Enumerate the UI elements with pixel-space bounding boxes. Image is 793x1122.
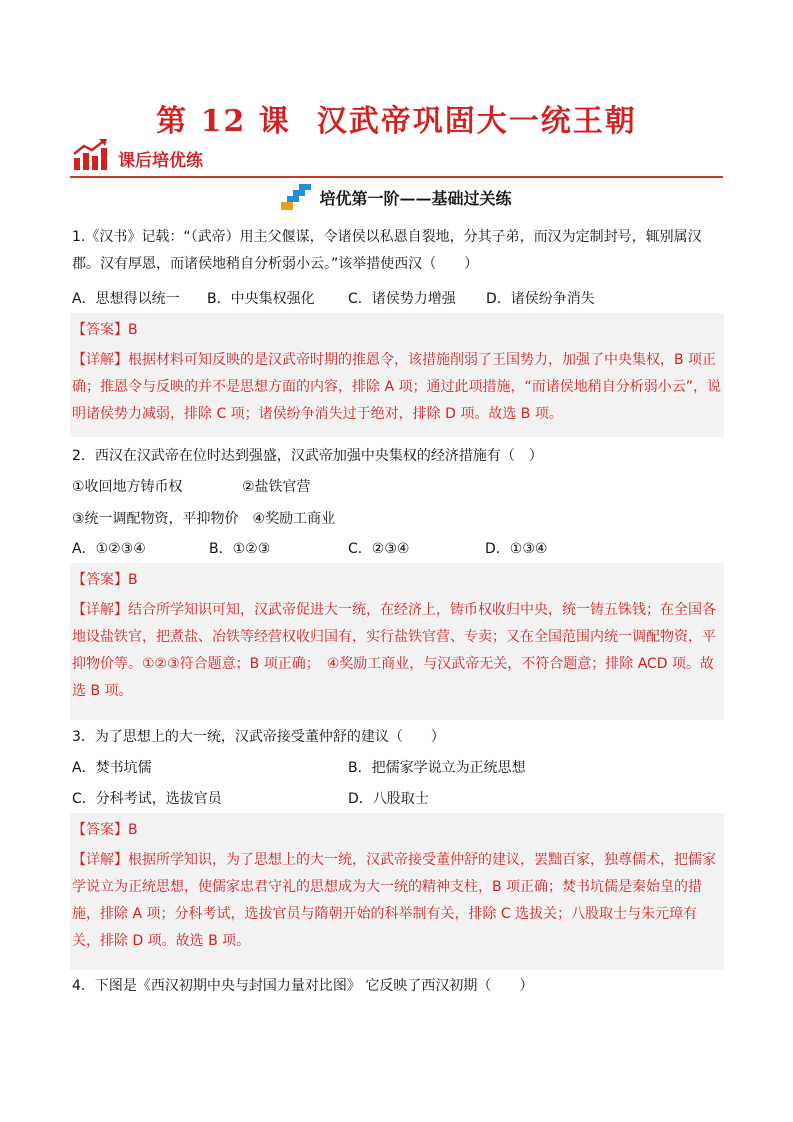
lesson-title [0, 96, 793, 140]
question-2-answer-box [70, 563, 724, 720]
question-3-stem: 3．为了思想上的大一统，汉武帝接受董仲舒的建议（ ） [72, 729, 445, 745]
question-3-options-1 [72, 757, 526, 777]
step-label: 培优第一阶——基础过关练 [319, 188, 512, 208]
question-2-stem: 2．西汉在汉武帝在位时达到强盛，汉武帝加强中央集权的经济措施有（ ） [72, 448, 543, 464]
option-a: A．焚书坑儒 [72, 760, 152, 776]
question-3-options-2 [72, 788, 429, 808]
answer-label: 【答案】B [72, 322, 138, 338]
option-b: B．中央集权强化 [207, 291, 315, 307]
option-a: A．思想得以统一 [72, 291, 180, 307]
answer-detail: 【详解】结合所学知识可知，汉武帝促进大一统，在经济上，铸币权收归中央，统一铸五铢钱；在全国各地设盐铁官，把煮盐、冶铁等经营权收归国有，实行盐铁官营、专卖；又在全国范围内统一调配物资，平抑物价等。①②③符合题意；B 项正确； ④奖励工商业，与汉武帝无关，不符合题意；排除 ACD 项。故选 B 项。 [72, 602, 716, 699]
answer-detail: 【详解】根据材料可知反映的是汉武帝时期的推恩令，该措施削弱了王国势力，加强了中央集权，B 项正确；推恩令与反映的并不是思想方面的内容，排除 A 项；通过此项措施，“而诸侯地稍自分析弱小云”，说明诸侯势力减弱，排除 C 项；诸侯纷争消失过于绝对，排除 D 项。故选 B 项。 [72, 352, 721, 422]
option-b: B．①②③ [209, 541, 271, 557]
section-label: 课后培优练 [118, 151, 203, 171]
question-2-options [72, 538, 547, 558]
step-header [0, 184, 793, 214]
question-4-stem: 4．下图是《西汉初期中央与封国力量对比图》 它反映了西汉初期（ ） [72, 978, 534, 994]
option-d: D．①③④ [485, 541, 548, 557]
item-1: ①收回地方铸币权 [72, 479, 183, 495]
question-1-options [72, 288, 595, 308]
option-c: C．分科考试，选拔官员 [72, 791, 222, 807]
question-2-items-1 [72, 476, 311, 496]
growth-chart-icon [72, 138, 108, 172]
option-c: C．诸侯势力增强 [348, 291, 456, 307]
lesson-name: 汉武帝巩固大一统王朝 [316, 104, 637, 139]
option-d: D．八股取士 [348, 791, 429, 807]
section-divider [70, 176, 723, 178]
option-d: D．诸侯纷争消失 [486, 291, 595, 307]
question-1-answer-box [70, 313, 724, 437]
lesson-number: 第 12 课 [156, 104, 291, 139]
option-a: A．①②③④ [72, 541, 146, 557]
question-2-items-2: ③统一调配物资，平抑物价 ④奖励工商业 [72, 511, 336, 527]
option-c: C．②③④ [348, 541, 410, 557]
question-3-answer-box [70, 813, 724, 970]
answer-label: 【答案】B [72, 572, 138, 588]
question-1-stem: 1.《汉书》记载：“（武帝）用主父偃谋，令诸侯以私恩自裂地，分其子弟，而汉为定制封号，辄别属汉郡。汉有厚恩，而诸侯地稍自分析弱小云。”该举措使西汉（ ） [72, 229, 702, 272]
answer-detail: 【详解】根据所学知识，为了思想上的大一统，汉武帝接受董仲舒的建议，罢黜百家，独尊儒术，把儒家学说立为正统思想，使儒家忠君守礼的思想成为大一统的精神支柱，B 项正确；焚书坑儒是秦始皇的措施，排除 A 项；分科考试，选拔官员与隋朝开始的科举制有关，排除 C 选拔关；八股取士与朱元璋有关，排除 D 项。故选 B 项。 [72, 852, 716, 949]
stairs-icon [281, 184, 311, 210]
option-b: B．把儒家学说立为正统思想 [348, 760, 526, 776]
item-2: ②盐铁官营 [242, 479, 311, 495]
answer-label: 【答案】B [72, 822, 138, 838]
section-header [70, 138, 723, 178]
